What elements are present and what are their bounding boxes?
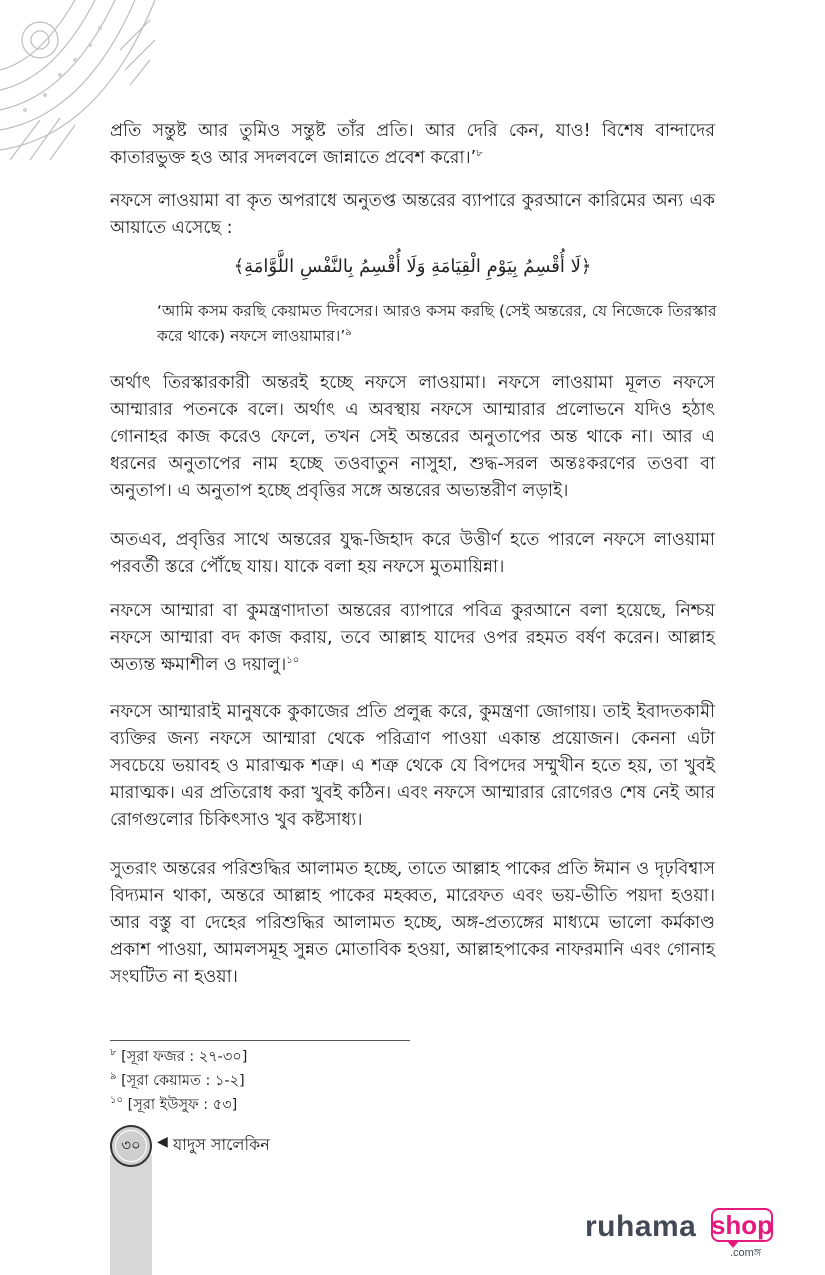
paragraph-5: নফসে আম্মারা বা কুমন্ত্রণাদাতা অন্তরের ব্যাপারে পবিত্র কুরআনে বলা হয়েছে, নিশ্চয় নফসে আম্মারা বদ কাজ করায়, তবে আল্লাহ যাদের ওপর রহমত বর্ষণ করেন। আল্লাহ অত্যন্ত ক্ষমাশীল ও দয়ালু।$^{১০}$ xyxy=(110,601,715,675)
paragraph-6: নফসে আম্মারাই মানুষকে কুকাজের প্রতি প্রলুব্ধ করে, কুমন্ত্রণা জোগায়। তাই ইবাদতকামী ব্যক্তির জন্য নফসে আম্মারা থেকে পরিত্রাণ পাওয়া একান্ত প্রয়োজন। কেননা এটা সবচেয়ে ভয়াবহ ও মারাত্মক শত্রু। এ শত্রু থেকে যে বিপদের সম্মুখীন হতে হয়, তা খুবই মারাত্মক। এর প্রতিরোধ করা খুবই কঠিন। এবং নফসে আম্মারার রোগেরও শেষ নেই আর রোগগুলোর চিকিৎসাও খুব কষ্টসাধ্য। xyxy=(110,702,715,830)
arabic-verse: ﴿لَا أُقْسِمُ بِيَوْمِ الْقِيَامَةِ وَلَا أُقْسِمُ بِالنَّفْسِ اللَّوَّامَةِ﴾ xyxy=(233,256,592,277)
paragraph-3: অর্থাৎ তিরস্কারকারী অন্তরই হচ্ছে নফসে লাওয়ামা। নফসে লাওয়ামা মূলত নফসে আম্মারার পতনকে বলে। অর্থাৎ এ অবস্থায় নফসে আম্মারার প্রলোভনে যদিও হঠাৎ গোনাহর কাজ করেও ফেলে, তখন সেই অন্তরের অনুতাপের অন্ত থাকে না। আর এ ধরনের অনুতাপের নাম হচ্ছে তওবাতুন নাসুহা, শুদ্ধ-সরল অন্তঃকরণের তওবা বা অনুতাপ। এ অনুতাপ হচ্ছে প্রবৃত্তির সঙ্গে অন্তরের অভ্যন্তরীণ লড়াই। xyxy=(110,373,715,501)
logo-shop-badge: shop xyxy=(711,1208,773,1242)
footnote-2: $^৯$ [সূরা কেয়ামত : ১-২] xyxy=(110,1071,245,1089)
page-number: ৩০ xyxy=(110,1125,152,1167)
footnote-3: $^{১০}$ [সূরা ইউসুফ : ৫৩] xyxy=(110,1095,238,1113)
paragraph-2: নফসে লাওয়ামা বা কৃত অপরাধে অনুতপ্ত অন্তরের ব্যাপারে কুরআনে কারিমের অন্য এক আয়াতে এসেছে : xyxy=(110,191,715,238)
footnote-divider xyxy=(110,1040,410,1041)
verse-translation: ‘আমি কসম করছি কেয়ামত দিবসের। আরও কসম করছি (সেই অন্তরের, যে নিজেকে তিরস্কার করে থাকে) নফসে লাওয়ামার।’$^৯$ xyxy=(157,302,717,345)
page-side-strip xyxy=(110,1155,152,1275)
paragraph-4: অতএব, প্রবৃত্তির সাথে অন্তরের যুদ্ধ-জিহাদ করে উত্তীর্ণ হতে পারলে নফসে লাওয়ামা পরবর্তী স্তরে পৌঁছে যায়। যাকে বলা হয় নফসে মুতমায়িন্না। xyxy=(110,530,715,577)
arrow-left-icon: ◀ xyxy=(157,1134,168,1150)
book-title: যাদুস সালেকিন xyxy=(173,1135,270,1154)
paragraph-1: প্রতি সন্তুষ্ট আর তুমিও সন্তুষ্ট তাঁর প্রতি। আর দেরি কেন, যাও! বিশেষ বান্দাদের কাতারভুক্ত হও আর সদলবলে জান্নাতে প্রবেশ করো।’$^৮$ xyxy=(110,121,715,168)
logo-ruhama-text: ruhama xyxy=(585,1210,697,1243)
paragraph-7: সুতরাং অন্তরের পরিশুদ্ধির আলামত হচ্ছে, তাতে আল্লাহ পাকের প্রতি ঈমান ও দৃঢ়বিশ্বাস বিদ্যমান থাকা, অন্তরে আল্লাহ পাকের মহব্বত, মারেফত এবং ভয়-ভীতি পয়দা হওয়া। আর বস্তু বা দেহের পরিশুদ্ধির আলামত হচ্ছে, অঙ্গ-প্রত্যঙ্গের মাধ্যমে ভালো কর্মকাণ্ড প্রকাশ পাওয়া, আমলসমূহ সুন্নত মোতাবিক হওয়া, আল্লাহপাকের নাফরমানি এবং গোনাহ সংঘটিত না হওয়া। xyxy=(110,859,715,987)
footnote-1: $^৮$ [সূরা ফজর : ২৭-৩০] xyxy=(110,1047,248,1065)
logo-domain-text: .comঙ্গ xyxy=(730,1247,762,1259)
